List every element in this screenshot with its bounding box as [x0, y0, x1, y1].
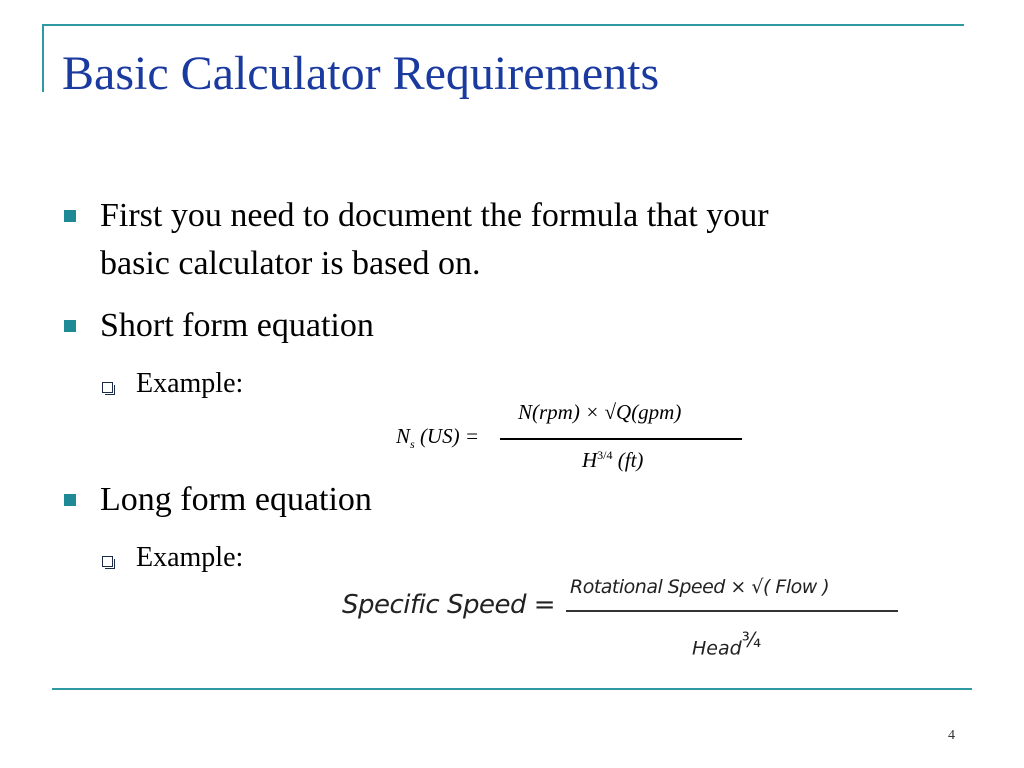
bullet-item-long-form: [100, 476, 372, 524]
short-form-equation: [396, 398, 746, 478]
bullet-text-line2: basic calculator is based on.: [100, 245, 481, 282]
square-bullet-icon: [64, 320, 76, 332]
bullet-text: Short form equation: [100, 307, 374, 344]
page-number: 4: [948, 728, 955, 743]
square-bullet-icon: [64, 210, 76, 222]
equation-denominator: $H^{3/4}$ (ft): [582, 448, 644, 472]
sub-bullet-long-example: [136, 540, 243, 576]
sub-bullet-text: Example:: [136, 368, 244, 399]
equation-lhs: $N_s$ (US) =: [396, 424, 480, 452]
bottom-rule: [52, 688, 972, 690]
equation-numerator: N(rpm) × √Q(gpm): [518, 400, 682, 424]
long-form-equation: [342, 572, 902, 666]
top-rule: [42, 24, 964, 26]
equation-numerator: Rotational Speed × √( Flow ): [570, 576, 830, 598]
fraction-bar: [500, 438, 742, 440]
slide-title: Basic Calculator Requirements: [62, 47, 660, 100]
sub-bullet-text: Example:: [136, 542, 244, 573]
bullet-text-line1: First you need to document the formula that your: [100, 197, 769, 234]
bullet-item-short-form: [100, 302, 374, 350]
hollow-square-bullet-icon: [102, 382, 113, 393]
square-bullet-icon: [64, 494, 76, 506]
equation-lhs: Specific Speed =: [342, 590, 556, 620]
hollow-square-bullet-icon: [102, 556, 113, 567]
bullet-text: Long form equation: [100, 481, 372, 518]
sub-bullet-short-example: [136, 366, 243, 402]
left-rule: [42, 24, 44, 92]
fraction-bar: [566, 610, 898, 612]
equation-denominator: Head$^{\frac{3}{4}}$: [692, 628, 762, 660]
bullet-item-formula: [100, 192, 769, 288]
